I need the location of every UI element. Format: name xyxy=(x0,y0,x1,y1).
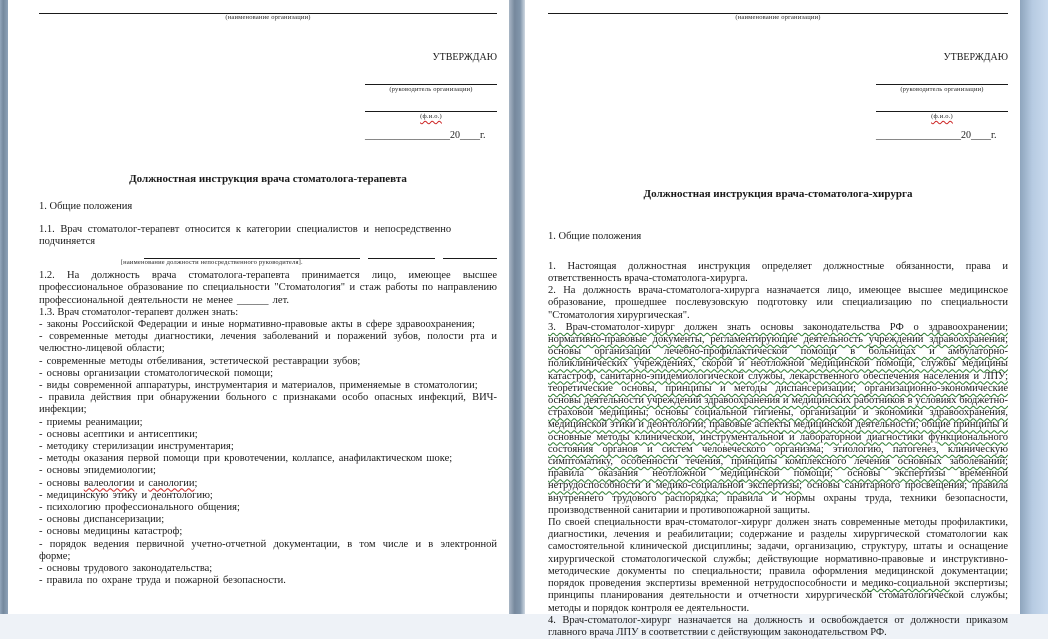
list-item: - основы организации стоматологической помощи; xyxy=(39,367,274,379)
organization-name-caption: (наименование организации) xyxy=(735,14,821,21)
section-general-provisions: 1. Общие положения xyxy=(548,230,642,242)
list-item: - основы трудового законодательства; xyxy=(39,563,213,575)
paragraph-1-1: 1.1. Врач стоматолог-терапевт относится к категории специалистов и непосредственно подчиняется xyxy=(39,223,452,248)
list-item-valeology xyxy=(39,478,497,490)
list-item: - психологию профессионального общения; xyxy=(39,502,240,514)
list-item: - современные методы отбеливания, эстетической реставрации зубов; xyxy=(39,355,361,367)
sanology-misspelled-word: санологии xyxy=(148,477,195,489)
workspace-right-margin xyxy=(1020,0,1048,614)
list-item: - правила действия при обнаружении больного с признаками особо опасных инфекций, ВИЧ-инфекции; xyxy=(39,392,497,416)
head-caption: (руководитель организации) xyxy=(389,86,473,94)
paragraph-1-3: 1.3. Врач стоматолог-терапевт должен знать: xyxy=(39,306,239,318)
page-dental-surgeon xyxy=(525,0,1020,638)
fio-caption xyxy=(365,113,497,121)
page-gap xyxy=(509,0,525,614)
list-item: - основы диспансеризации; xyxy=(39,514,165,526)
list-item: - правила по охране труда и пожарной безопасности. xyxy=(39,575,286,587)
list-item: - методику стерилизации инструментария; xyxy=(39,441,234,453)
document-title: Должностная инструкция врача-стоматолога-хирурга xyxy=(643,188,913,201)
blank-segment xyxy=(144,250,360,259)
organization-name-blank-line xyxy=(39,6,497,14)
valeology-post: ; xyxy=(194,477,198,489)
valeology-misspelled-word: валеологии xyxy=(83,477,135,489)
paragraph-3-tail: основы санитарного просвещения; правила внутреннего трудового распорядка; правила и нормы охраны труда, техники безопасности, производственной санитарии и противопожарной защиты. xyxy=(548,480,1008,516)
list-item: - основы асептики и антисептики; xyxy=(39,428,198,440)
head-caption: (руководитель организации) xyxy=(900,86,984,94)
list-item: - основы эпидемиологии; xyxy=(39,465,156,477)
valeology-pre: - основы xyxy=(39,477,84,489)
date-blank-line: _________________20____г. xyxy=(876,130,997,142)
specialty-pre: По своей специальности врач-стоматолог-хирург должен знать современные методы профилактики, диагностики, лечения и реабилитации; содержание и разделы хирургической стоматологии как самостоятельной клинической дисциплины; задачи, организацию, структуру, штаты и оснащение хирургической стоматологической службы; действующие нормативно-правовые и инструктивно-методические документы по специальности; правила оформления медицинской документации; порядок проведения экспертизы временной нетрудоспособности и xyxy=(548,517,1008,590)
grammar-flagged-word: медико-социальной xyxy=(861,578,950,590)
fio-blank-line xyxy=(365,103,497,112)
list-item: - основы медицины катастроф; xyxy=(39,526,183,538)
list-item: - методы оказания первой помощи при кровотечении, коллапсе, анафилактическом шоке; xyxy=(39,453,453,465)
knowledge-list xyxy=(39,319,497,587)
paragraph-3 xyxy=(548,322,1008,517)
paragraph-1-2: 1.2. На должность врача стоматолога-терапевта принимается лицо, имеющее высшее профессиональное образование по специальности "Стоматология" и стаж работы по направлению профессиональной деятельности не менее ______ лет. xyxy=(39,270,497,306)
paragraph-2: 2. На должность врача-стоматолога-хирурга назначается лицо, имеющее высшее медицинское образование, прошедшее послевузовскую подготовку или специализацию по специальности "Стоматология хирургическая". xyxy=(548,285,1008,321)
fio-blank-line xyxy=(876,103,1008,112)
paragraph-4: 4. Врач-стоматолог-хирург назначается на должность и освобождается от должности приказом главного врача ЛПУ в соответствии с действующим законодательством РФ. xyxy=(548,614,1008,638)
list-item: - приемы реанимации; xyxy=(39,416,143,428)
list-item: - виды современной аппаратуры, инструментария и материалов, применяемые в стоматологии; xyxy=(39,380,478,392)
workspace-left-margin xyxy=(0,0,8,614)
head-signature-blank-line xyxy=(876,76,1008,85)
approval-block xyxy=(876,52,1008,142)
organization-name-caption: (наименование организации) xyxy=(225,14,311,21)
supervisor-blank-line xyxy=(144,250,497,259)
list-item: - порядок ведения первичной учетно-отчетной документации, в том числе и в электронной форме; xyxy=(39,538,497,562)
section-general-provisions: 1. Общие положения xyxy=(39,200,133,212)
list-item: - законы Российской Федерации и иные нормативно-правовые акты в сфере здравоохранения; xyxy=(39,319,475,331)
approve-label: УТВЕРЖДАЮ xyxy=(432,52,497,63)
list-item: - современные методы диагностики, лечения заболеваний и поражений зубов, полости рта и челюстно-лицевой области; xyxy=(39,331,497,355)
blank-segment xyxy=(368,250,435,259)
approval-block xyxy=(365,52,497,142)
supervisor-caption: [наименование должности непосредственного руководителя]. xyxy=(120,259,303,267)
grammar-flagged-run: 3. Врач-стоматолог-хирург должен знать основы законодательства РФ о здравоохранении; нормативно-правовые документы, регламентирующие деятельность учреждений здравоохранения; основы организации лечебно-профилактической помощи в больницах и амбулаторно-поликлинических учреждениях, скорой и неотложной медицинской помощи, службы медицины катастроф, санитарно-эпидемиологической службы, лекарственного обеспечения населения и ЛПУ; теоретические основы, принципы и методы диспансеризации; организационно-экономические основы деятельности учреждений здравоохранения и медицинских работников в условиях бюджетно-страховой медицины; основы социальной гигиены, организации и экономики здравоохранения, медицинской этики и деонтологии; правовые аспекты медицинской деятельности; общие принципы и основные методы клинической, инструментальной и лабораторной диагностики функционального состояния органов и систем человеческого организма; этиологию, патогенез, клиническую симптоматику, особенности течения, принципы комплексного лечения основных заболеваний; правила оказания неотложной медицинской помощи; основы экспертизы временной нетрудоспособности и медико-социальной экспертизы; xyxy=(548,321,1008,492)
fio-caption-text: (ф.и.о.) xyxy=(420,113,442,121)
date-blank-line: _________________20____г. xyxy=(365,130,486,142)
head-signature-blank-line xyxy=(365,76,497,85)
organization-name-blank-line xyxy=(548,6,1008,14)
document-title: Должностная инструкция врача стоматолога-терапевта xyxy=(129,173,407,186)
approve-label: УТВЕРЖДАЮ xyxy=(943,52,1008,63)
fio-caption-text: (ф.и.о.) xyxy=(931,113,953,121)
paragraph-specialty xyxy=(548,517,1008,615)
fio-caption xyxy=(876,113,1008,121)
paragraph-1: 1. Настоящая должностная инструкция определяет должностные обязанности, права и ответственность врача-стоматолога-хирурга. xyxy=(548,260,1008,285)
page-dentist-therapist xyxy=(8,0,509,614)
specialty-post: экспертизы; принципы планирования деятельности и отчетности хирургической стоматологической службы; методы и порядок контроля ее деятельности. xyxy=(548,578,1008,614)
blank-segment xyxy=(443,250,497,259)
valeology-mid: и xyxy=(134,477,149,489)
list-item: - медицинскую этику и деонтологию; xyxy=(39,489,213,501)
